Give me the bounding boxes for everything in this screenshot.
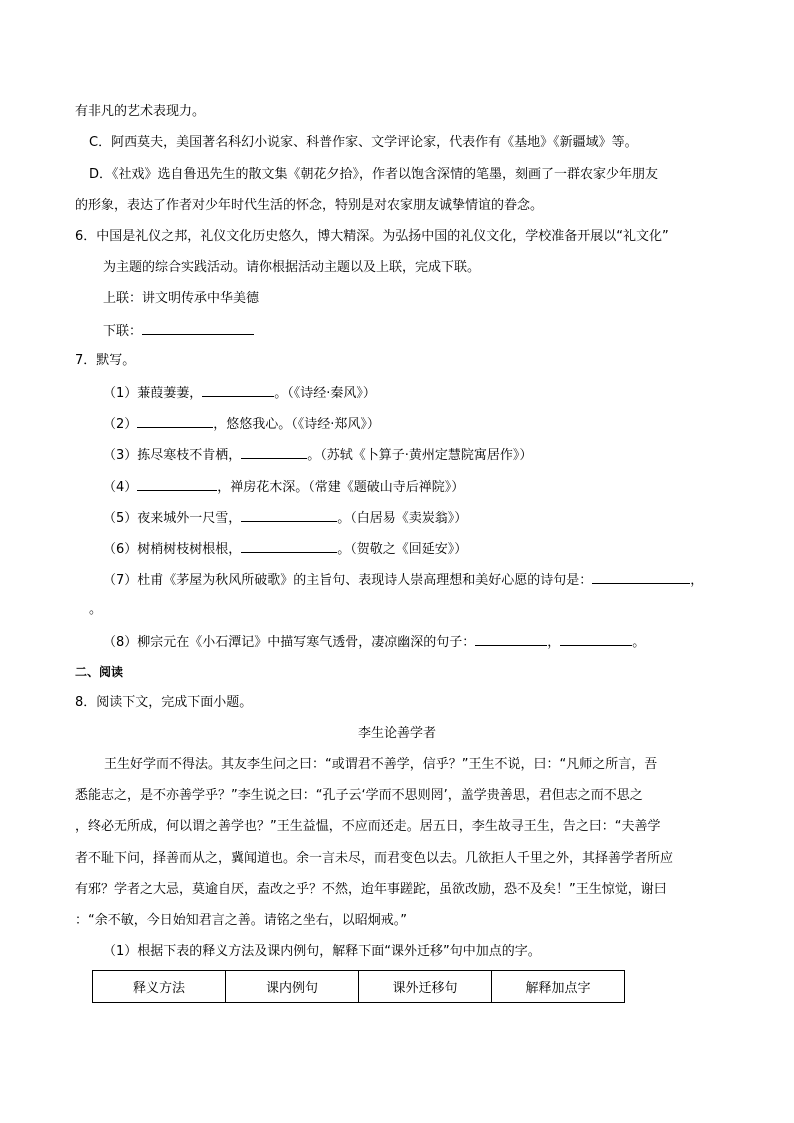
dictation-2-prefix: （2）	[103, 417, 138, 432]
option-c: C．阿西莫夫，美国著名科幻小说家、科普作家、文学评论家，代表作有《基地》《新疆域》等。	[89, 135, 638, 150]
passage-title: 李生论善学者	[357, 726, 436, 741]
option-b-tail: 有非凡的艺术表现力。	[75, 104, 206, 119]
dictation-item-2	[103, 414, 380, 434]
question-6-line1: 6．中国是礼仪之邦，礼仪文化历史悠久，博大精深。为弘扬中国的礼仪文化，学校准备开展以“礼文化”	[75, 229, 669, 244]
passage-line-2: 悉能志之，是不亦善学乎？”李生说之曰：“孔子云‘学而不思则罔’，盖学贵善思，君但志之而不思之	[75, 788, 643, 803]
dictation-5-blank[interactable]	[241, 508, 337, 522]
dictation-1-source: 。（《诗经·秦风》）	[274, 386, 376, 401]
question-7-title: 7．默写。	[75, 353, 136, 368]
dictation-5-source: 。（白居易《卖炭翁》）	[337, 511, 468, 526]
table-header-textbook-example: 课内例句	[226, 971, 359, 1003]
dictation-5-prefix: （5）夜来城外一尺雪，	[103, 511, 242, 526]
dictation-item-3	[103, 445, 532, 465]
passage-line-4: 者不耻下问，择善而从之，冀闻道也。余一言未尽，而君变色以去。几欲拒人千里之外，其择善学者所应	[75, 851, 674, 866]
table-header-row	[93, 971, 625, 1003]
dictation-item-4	[103, 477, 464, 497]
question-6-line2: 为主题的综合实践活动。请你根据活动主题以及上联，完成下联。	[103, 260, 481, 275]
dictation-6-prefix: （6）树梢树枝树根根，	[103, 542, 242, 557]
section-2-heading: 二、阅读	[75, 665, 124, 679]
dictation-item-7-cont	[89, 601, 102, 619]
option-d-line2: 的形象，表达了作者对少年时代生活的怀念，特别是对农家朋友诚挚情谊的眷念。	[75, 198, 544, 213]
table-header-explanation: 解释加点字	[492, 971, 625, 1003]
dictation-4-blank[interactable]	[137, 477, 217, 491]
dictation-8-blank-2[interactable]	[560, 632, 632, 646]
upper-couplet: 上联：讲文明传承中华美德	[103, 291, 260, 306]
dictation-2-source: ，悠悠我心。（《诗经·郑风》）	[213, 417, 380, 432]
lower-couplet-label: 下联：	[103, 324, 143, 339]
definition-table	[92, 970, 625, 1003]
dictation-1-blank[interactable]	[202, 383, 274, 397]
dictation-7-prompt: （7）杜甫《茅屋为秋风所破歌》的主旨句、表现诗人崇高理想和美好心愿的诗句是：	[103, 573, 593, 588]
dictation-6-source: 。（贺敬之《回延安》）	[337, 542, 468, 557]
dictation-7-period: 。	[89, 602, 103, 617]
dictation-1-prefix: （1）蒹葭萋萋，	[103, 386, 203, 401]
passage-line-5: 有邪？学者之大忌，莫逾自厌，盍改之乎？不然，迨年事蹉跎，虽欲改励，恐不及矣！”王生惊觉，谢曰	[75, 882, 667, 897]
dictation-8-period: 。	[632, 635, 646, 650]
dictation-3-blank[interactable]	[241, 445, 307, 459]
dictation-4-source: ，禅房花木深。（常建《题破山寺后禅院》）	[217, 480, 465, 495]
table-header-method: 释义方法	[93, 971, 226, 1003]
dictation-2-blank[interactable]	[137, 414, 213, 428]
lower-couplet	[103, 321, 254, 341]
dictation-item-1	[103, 383, 376, 403]
dictation-item-5	[103, 508, 467, 528]
dictation-7-comma: ，	[690, 573, 704, 588]
question-8: 8．阅读下文，完成下面小题。	[75, 695, 253, 710]
dictation-7-blank-1[interactable]	[592, 570, 690, 584]
dictation-8-comma: ，	[547, 635, 561, 650]
dictation-4-prefix: （4）	[103, 480, 138, 495]
lower-couplet-blank[interactable]	[142, 321, 254, 335]
dictation-item-6	[103, 539, 467, 559]
table-header-transfer-sentence: 课外迁移句	[359, 971, 492, 1003]
dictation-3-prefix: （3）拣尽寒枝不肯栖，	[103, 448, 242, 463]
passage-line-1: 王生好学而不得法。其友李生问之曰：“或谓君不善学，信乎？”王生不说，曰：“凡师之所言，吾	[104, 757, 658, 772]
dictation-8-blank-1[interactable]	[475, 632, 547, 646]
dictation-item-7	[103, 570, 703, 590]
sub-question-1: （1）根据下表的释义方法及课内例句，解释下面“课外迁移”句中加点的字。	[103, 944, 541, 959]
dictation-item-8	[103, 632, 645, 652]
passage-line-3: ，终必无所成，何以谓之善学也？”王生益愠，不应而还走。居五日，李生故寻王生，告之曰：“夫善学	[75, 819, 661, 834]
option-d-line1: D．《社戏》选自鲁迅先生的散文集《朝花夕拾》，作者以饱含深情的笔墨，刻画了一群农家少年朋友	[89, 167, 659, 182]
passage-line-6: ：“余不敏，今日始知君言之善。请铭之坐右，以昭炯戒。”	[75, 913, 407, 928]
dictation-8-prompt: （8）柳宗元在《小石潭记》中描写寒气透骨，凄凉幽深的句子：	[103, 635, 476, 650]
dictation-6-blank[interactable]	[241, 539, 337, 553]
dictation-3-source: 。（苏轼《卜算子·黄州定慧院寓居作》）	[307, 448, 533, 463]
